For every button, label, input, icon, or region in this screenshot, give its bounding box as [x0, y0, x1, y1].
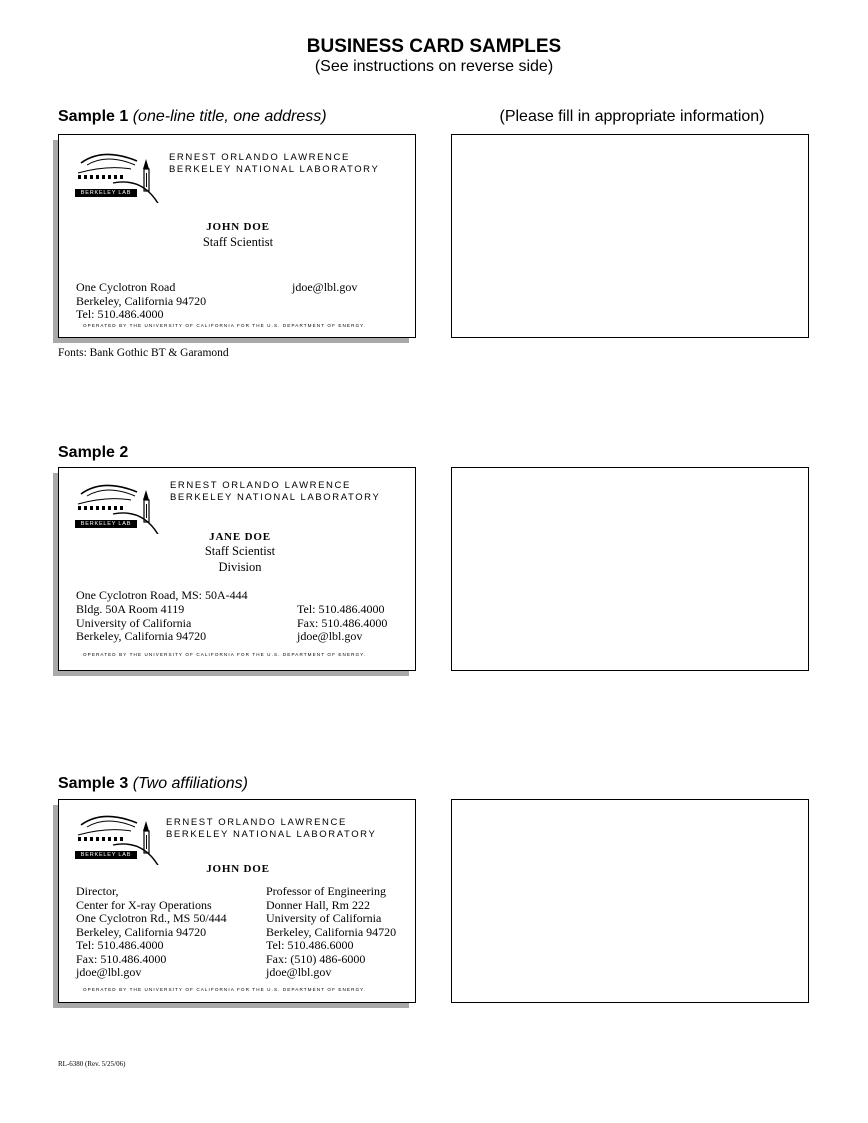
card-2-division: Division: [218, 560, 262, 574]
lab-name-line-1: ERNEST ORLANDO LAWRENCE: [169, 152, 350, 163]
sample-1-label: Sample 1: [58, 108, 129, 125]
lab-name-line-2: BERKELEY NATIONAL LABORATORY: [169, 164, 380, 175]
lab-name-line-2: BERKELEY NATIONAL LABORATORY: [170, 492, 381, 503]
sample-3-label: Sample 3: [58, 775, 129, 792]
sample-2-label: Sample 2: [58, 444, 129, 461]
blank-card-2[interactable]: [451, 467, 809, 671]
card-1-address-2: Berkeley, California 94720: [76, 294, 207, 308]
sample-1-note: (one-line title, one address): [132, 108, 327, 125]
card-2-tel: Tel: 510.486.4000: [297, 602, 385, 616]
card-1-address-1: One Cyclotron Road: [76, 280, 176, 294]
lab-name-line-1: ERNEST ORLANDO LAWRENCE: [166, 817, 347, 828]
lab-name-line-2: BERKELEY NATIONAL LABORATORY: [166, 829, 377, 840]
sample-card-3: [58, 799, 416, 1003]
card-2-address-2: Bldg. 50A Room 4119: [76, 602, 185, 616]
fill-in-note: (Please fill in appropriate information): [499, 108, 765, 125]
card-3-right-7: jdoe@lbl.gov: [266, 965, 332, 979]
card-3-right-2: Donner Hall, Rm 222: [266, 898, 370, 912]
sample-2-heading: [58, 444, 128, 462]
blank-card-3[interactable]: [451, 799, 809, 1003]
card-2-address-1: One Cyclotron Road, MS: 50A-444: [76, 588, 248, 602]
logo-text: BERKELEY LAB: [80, 852, 132, 858]
card-3-right-6: Fax: (510) 486-6000: [266, 952, 366, 966]
sample-card-2: [58, 467, 416, 671]
card-1-email: jdoe@lbl.gov: [292, 280, 358, 294]
berkeley-lab-logo: [73, 145, 163, 203]
card-3-left-7: jdoe@lbl.gov: [76, 965, 142, 979]
card-2-title: Staff Scientist: [204, 544, 276, 558]
card-3-operated: OPERATED BY THE UNIVERSITY OF CALIFORNIA FOR THE U.S. DEPARTMENT OF ENERGY.: [83, 987, 367, 992]
sample-3-note: (Two affiliations): [132, 775, 249, 792]
card-3-left-6: Fax: 510.486.4000: [76, 952, 167, 966]
card-1-operated: OPERATED BY THE UNIVERSITY OF CALIFORNIA FOR THE U.S. DEPARTMENT OF ENERGY.: [83, 323, 367, 328]
blank-card-1[interactable]: [451, 134, 809, 338]
card-3-right-5: Tel: 510.486.6000: [266, 938, 354, 952]
sample-card-1: [58, 134, 416, 338]
card-2-name: JANE DOE: [209, 531, 271, 543]
card-3-left-4: Berkeley, California 94720: [76, 925, 207, 939]
card-3-right-4: Berkeley, California 94720: [266, 925, 397, 939]
card-2-address-3: University of California: [76, 616, 192, 630]
card-2-operated: OPERATED BY THE UNIVERSITY OF CALIFORNIA FOR THE U.S. DEPARTMENT OF ENERGY.: [83, 652, 367, 657]
card-3-right-1: Professor of Engineering: [266, 884, 386, 898]
lab-name-line-1: ERNEST ORLANDO LAWRENCE: [170, 480, 351, 491]
page-title: BUSINESS CARD SAMPLES: [306, 36, 562, 57]
card-3-left-1: Director,: [76, 884, 119, 898]
logo-text: BERKELEY LAB: [80, 190, 132, 196]
fonts-note: Fonts: Bank Gothic BT & Garamond: [58, 347, 229, 359]
card-3-left-2: Center for X-ray Operations: [76, 898, 212, 912]
card-2-fax: Fax: 510.486.4000: [297, 616, 388, 630]
card-2-email: jdoe@lbl.gov: [297, 629, 363, 643]
card-1-title: Staff Scientist: [202, 235, 274, 249]
card-2-address-4: Berkeley, California 94720: [76, 629, 207, 643]
berkeley-lab-logo: [73, 476, 163, 534]
page-subtitle: (See instructions on reverse side): [314, 58, 554, 75]
card-3-left-5: Tel: 510.486.4000: [76, 938, 164, 952]
card-3-right-3: University of California: [266, 911, 382, 925]
revision-code: RL-6380 (Rev. 5/25/06): [58, 1060, 126, 1068]
sample-1-heading: [58, 108, 327, 126]
card-1-address-3: Tel: 510.486.4000: [76, 307, 164, 321]
card-3-name: JOHN DOE: [206, 863, 270, 875]
sample-3-heading: [58, 775, 248, 793]
berkeley-lab-logo: [73, 807, 163, 865]
card-3-left-3: One Cyclotron Rd., MS 50/444: [76, 911, 227, 925]
logo-text: BERKELEY LAB: [80, 521, 132, 527]
card-1-name: JOHN DOE: [206, 221, 270, 233]
